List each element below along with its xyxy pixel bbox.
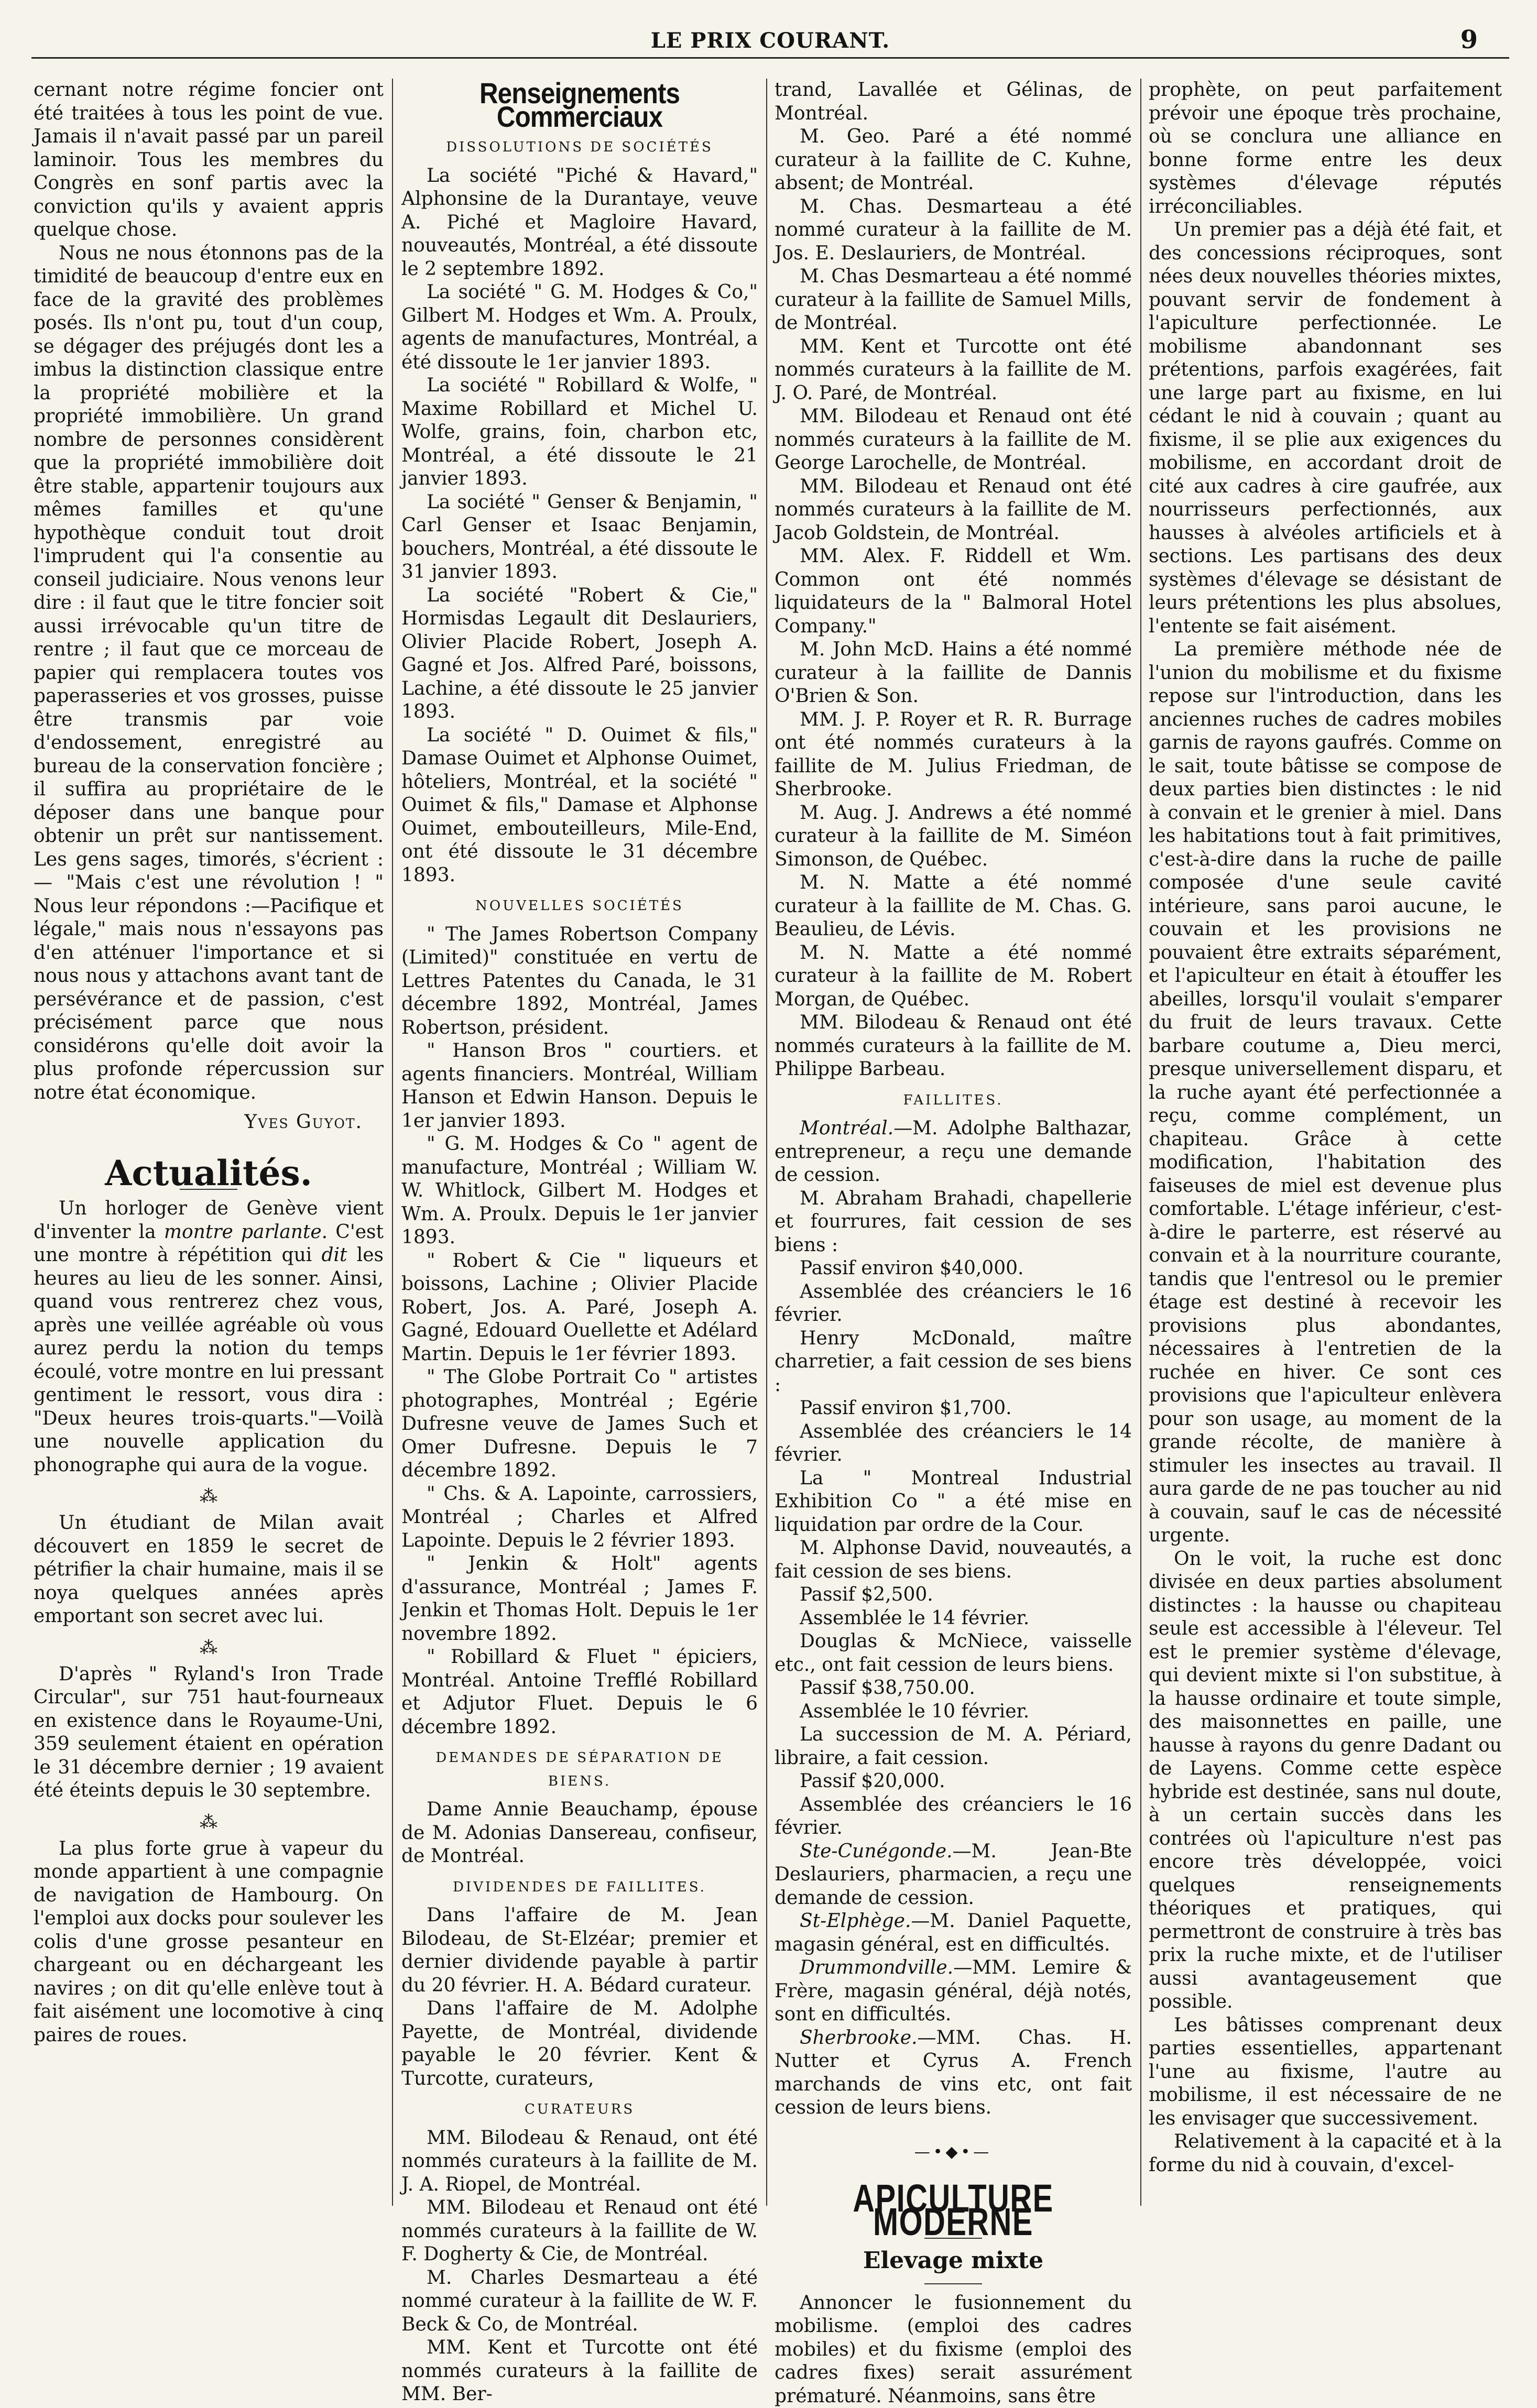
section-banner: Renseignements Commerciaux: [423, 82, 736, 128]
notice: M. N. Matte a été nommé curateur à la faillite de M. Chas. G. Beaulieu, de Lévis.: [775, 871, 1132, 942]
notice: " Robillard & Fluet " épiciers, Montréal. Antoine Trefflé Robillard et Adjutor Fluet. Depuis le 6 décembre 1892.: [401, 1646, 758, 1739]
notice: La société "Piché & Havard," Alphonsine de la Durantaye, veuve A. Piché et Magloire Havard, nouveautés, Montréal, a été dissoute le 2 septembre 1892.: [401, 165, 758, 281]
notice: La succession de M. A. Périard, libraire, a fait cession.: [775, 1723, 1132, 1770]
notice: M. Geo. Paré a été nommé curateur à la faillite de C. Kuhne, absent; de Montréal.: [775, 125, 1132, 195]
notice: Passif $20,000.: [775, 1770, 1132, 1793]
notice: MM. Bilodeau et Renaud ont été nommés curateurs à la faillite de M. Jacob Goldstein, de Montréal.: [775, 475, 1132, 545]
notice: M. Chas Desmarteau a été nommé curateur à la faillite de Samuel Mills, de Montréal.: [775, 265, 1132, 335]
notice: Dans l'affaire de M. Jean Bilodeau, de St-Elzéar; premier et dernier dividende payable à partir du 20 février. H. A. Bédard curateur.: [401, 1904, 758, 1997]
divider: [924, 2283, 982, 2284]
news-item: D'après " Ryland's Iron Trade Circular", sur 751 haut-fourneaux en existence dans le Royaume-Uni, 359 seulement étaient en opération le 31 décembre dernier ; 19 avaient été éteints depuis le 30 septembre.: [34, 1663, 384, 1803]
news-item: Un horloger de Genève vient d'inventer la montre parlante. C'est une montre à répétition qui dit les heures au lieu de les sonner. Ainsi, quand vous rentrerez chez vous, après une veillée agréable où vous aurez perdu la notion du temps écoulé, votre montre en lui pressant gentiment le ressort, vous dira : "Deux heures trois-quarts."—Voilà une nouvelle application du phonographe qui aura de la vogue.: [34, 1197, 384, 1477]
column-rule: [392, 79, 393, 2206]
header-rule: [31, 57, 1509, 59]
notice: MM. Bilodeau et Renaud ont été nommés curateurs à la faillite de W. F. Dogherty & Cie, de Montréal.: [401, 2196, 758, 2267]
subsection-heading: FAILLITES.: [775, 1089, 1132, 1112]
asterism-divider: ⁂: [34, 1814, 384, 1830]
page-number: 9: [1460, 25, 1478, 54]
notice: Assemblée des créanciers le 16 février.: [775, 1793, 1132, 1840]
page-header: [31, 21, 1509, 63]
notice: " The Globe Portrait Co " artistes photographes, Montréal ; Egérie Dufresne veuve de James Such et Omer Dufresne. Depuis le 7 décembre 1892.: [401, 1366, 758, 1483]
column-2: [401, 79, 758, 2211]
notice: M. Charles Desmarteau a été nommé curateur à la faillite de W. F. Beck & Co, de Montréal.: [401, 2267, 758, 2337]
column-rule: [1140, 79, 1141, 2206]
article-paragraph: La première méthode née de l'union du mobilisme et du fixisme repose sur l'introduction, dans les anciennes ruches de cadres mobiles garnis de rayons gaufrés. Comme on le sait, toute bâtisse se compose de deux parties bien distinctes : le nid à convain et le grenier à miel. Dans les habitations tout à fait primitives, c'est-à-dire dans la ruche de paille composée d'une seule cavité intérieure, sans paroi aucune, le couvain et les provisions ne pouvaient être extraits séparément, et l'apiculteur en était à étouffer les abeilles, lorsqu'il voulait s'emparer du fruit de leurs travaux. Cette barbare coutume a, Dieu merci, presque universellement disparu, et la ruche ayant été perfectionnée a reçu, comme complément, un chapiteau. Grâce à cette modification, l'habitation des faiseuses de miel est devenue plus comfortable. L'étage inférieur, c'est-à-dire le parterre, est réservé au convain et à la nourriture courante, tandis que l'entresol ou le premier étage est destiné à recevoir les provisions plus abondantes, nécessaires à l'entretien de la ruchée en hiver. Ce sont ces provisions que l'apiculteur enlèvera pour son usage, au moment de la grande récolte, de manière à stimuler les insectes au travail. Il aura garde de ne pas toucher au nid à couvain, sauf le cas de nécessité urgente.: [1149, 638, 1502, 1548]
column-3: [775, 79, 1132, 2211]
article-paragraph: Relativement à la capacité et à la forme du nid à couvain, d'excel-: [1149, 2130, 1502, 2177]
article-paragraph: Annoncer le fusionnement du mobilisme. (emploi des cadres mobiles) et du fixisme (emploi des cadres fixes) serait assurément prématuré. Néanmoins, sans être: [775, 2292, 1132, 2408]
notice: Drummondville.—MM. Lemire & Frère, magasin général, déjà notés, sont en difficultés.: [775, 1956, 1132, 2027]
subsection-heading: DISSOLUTIONS DE SOCIÉTÉS: [401, 136, 758, 159]
article-paragraph: Nous ne nous étonnons pas de la timidité de beaucoup d'entre eux en face de la gravité des problèmes posés. Ils n'ont pu, tout d'un coup, se dégager des préjugés dont les a imbus la distinction classique entre la propriété mobilière et la propriété immobilière. Un grand nombre de personnes considèrent que la propriété immobilière doit être stable, appartenir toujours aux mêmes familles et qu'une hypothèque conduit tout droit l'imprudent qui l'a consentie au conseil judiciaire. Nous venons leur dire : il faut que le titre foncier soit aussi irrévocable qu'un titre de rentre ; il faut que ce morceau de papier qui remplacera toutes vos paperasseries et vos grosses, puisse être transmis par voie d'endossement, enregistré au bureau de la conservation foncière ; il suffira au propriétaire de le déposer dans une banque pour obtenir un prêt sur nantissement. Les gens sages, timorés, s'écrient :— "Mais c'est une révolution ! " Nous leur répondons :—Pacifique et légale," mais nous n'essayons pas d'en atténuer l'importance et si nous nous y attachons avant tant de persévérance et de passion, c'est précisément parce que nous considérons qu'elle doit avoir la plus profonde répercussion sur notre état économique.: [34, 242, 384, 1105]
notice: Assemblée le 10 février.: [775, 1700, 1132, 1724]
article-paragraph: Les bâtisses comprenant deux parties essentielles, appartenant l'une au fixisme, l'autre au mobilisme, il est nécessaire de ne les envisager que successivement.: [1149, 2014, 1502, 2131]
notice: Passif $38,750.00.: [775, 1677, 1132, 1700]
notice: MM. Bilodeau & Renaud ont été nommés curateurs à la faillite de M. Philippe Barbeau.: [775, 1011, 1132, 1081]
notice: Passif $2,500.: [775, 1583, 1132, 1607]
notice: MM. Bilodeau et Renaud ont été nommés curateurs à la faillite de M. George Larochelle, de Montréal.: [775, 405, 1132, 475]
notice: MM. Alex. F. Riddell et Wm. Common ont été nommés liquidateurs de la " Balmoral Hotel Company.": [775, 545, 1132, 638]
column-4: [1149, 79, 1502, 2211]
notice: Passif environ $40,000.: [775, 1257, 1132, 1280]
asterism-divider: ⁂: [34, 1640, 384, 1656]
notice: " Hanson Bros " courtiers. et agents financiers. Montréal, William Hanson et Edwin Hanson. Depuis le 1er janvier 1893.: [401, 1039, 758, 1133]
subsection-heading: DEMANDES DE SÉPARATION DE BIENS.: [401, 1746, 758, 1793]
notice: St-Elphège.—M. Daniel Paquette, magasin général, est en difficultés.: [775, 1910, 1132, 1956]
notice: La société " D. Ouimet & fils," Damase Ouimet et Alphonse Ouimet, hôteliers, Montréal, et la société " Ouimet & fils," Damase et Alphonse Ouimet, embouteilleurs, Mile-End, ont été dissoute le 31 décembre 1893.: [401, 724, 758, 888]
notice: Montréal.—M. Adolphe Balthazar, entrepreneur, a reçu une demande de cession.: [775, 1117, 1132, 1187]
notice: MM. Kent et Turcotte ont été nommés curateurs à la faillite de M. J. O. Paré, de Montréal.: [775, 335, 1132, 406]
notice: " G. M. Hodges & Co " agent de manufacture, Montréal ; William W. W. Whitlock, Gilbert M. Hodges et Wm. A. Proulx. Depuis le 1er janvier 1893.: [401, 1133, 758, 1250]
notice: M. Aug. J. Andrews a été nommé curateur à la faillite de M. Siméon Simonson, de Québec.: [775, 802, 1132, 872]
notice: " The James Robertson Company (Limited)" constituée en vertu de Lettres Patentes du Canada, le 31 décembre 1892, Montréal, James Robertson, président.: [401, 923, 758, 1040]
notice: La société "Robert & Cie," Hormisdas Legault dit Deslauriers, Olivier Placide Robert, Joseph A. Gagné et Jos. Alfred Paré, boissons, Lachine, a été dissoute le 25 janvier 1893.: [401, 584, 758, 724]
notice: Henry McDonald, maître charretier, a fait cession de ses biens :: [775, 1327, 1132, 1397]
notice: M. Alphonse David, nouveautés, a fait cession de ses biens.: [775, 1537, 1132, 1583]
notice: La société " Robillard & Wolfe, " Maxime Robillard et Michel U. Wolfe, grains, foin, charbon etc, Montréal, a été dissoute le 21 janvier 1893.: [401, 374, 758, 491]
notice: M. Chas. Desmarteau a été nommé curateur à la faillite de M. Jos. E. Deslauriers, de Montréal.: [775, 195, 1132, 266]
notice: Dans l'affaire de M. Adolphe Payette, de Montréal, dividende payable le 20 février. Kent & Turcotte, curateurs,: [401, 1997, 758, 2090]
notice: Douglas & McNiece, vaisselle etc., ont fait cession de leurs biens.: [775, 1630, 1132, 1677]
article-paragraph: prophète, on peut parfaitement prévoir une époque très prochaine, où se conclura une alliance en bonne forme entre les deux systèmes d'élevage réputés irréconciliables.: [1149, 79, 1502, 218]
notice: MM. Bilodeau & Renaud, ont été nommés curateurs à la faillite de M. J. A. Riopel, de Montréal.: [401, 2127, 758, 2197]
notice: Sherbrooke.—MM. Chas. H. Nutter et Cyrus A. French marchands de vins etc, ont fait cession de leurs biens.: [775, 2027, 1132, 2120]
notice: Ste-Cunégonde.—M. Jean-Bte Deslauriers, pharmacien, a reçu une demande de cession.: [775, 1840, 1132, 1910]
notice: La société " Genser & Benjamin, " Carl Genser et Isaac Benjamin, bouchers, Montréal, a été dissoute le 31 janvier 1893.: [401, 491, 758, 584]
article-paragraph: cernant notre régime foncier ont été traitées à tous les point de vue. Jamais il n'avait passé par un pareil laminoir. Tous les membres du Congrès en sonf partis avec la conviction qu'ils y avaient appris quelque chose.: [34, 79, 384, 242]
column-1: [34, 79, 384, 2211]
newspaper-title: LE PRIX COURANT.: [31, 28, 1509, 53]
notice: " Chs. & A. Lapointe, carrossiers, Montréal ; Charles et Alfred Lapointe. Depuis le 2 février 1893.: [401, 1483, 758, 1553]
subsection-heading: NOUVELLES SOCIÉTÉS: [401, 894, 758, 918]
article-paragraph: On le voit, la ruche est donc divisée en deux parties absolument distinctes : la hausse ou chapiteau seule est accessible à l'éleveur. Tel est le premier système d'élevage, qui devient mixte si l'on substitue, à la hausse ordinaire et toute simple, des maisonnettes en paille, une hausse à rayons du genre Dadant ou de Layens. Comme cette espèce hybride est destinée, sans nul doute, à un certain succès dans les contrées où l'apiculture n'est pas encore très développée, voici quelques renseignements théoriques et pratiques, qui permettront de construire à très bas prix la ruche mixte, et de l'utiliser aussi avantageusement que possible.: [1149, 1548, 1502, 2014]
notice: Passif environ $1,700.: [775, 1397, 1132, 1420]
notice: M. Abraham Brahadi, chapellerie et fourrures, fait cession de ses biens :: [775, 1187, 1132, 1257]
article-paragraph: Un premier pas a déjà été fait, et des concessions réciproques, sont nées deux nouvelles théories mixtes, pouvant servir de fondement à l'apiculture perfectionnée. Le mobilisme abandonnant ses prétentions, parfois exagérées, fait une large part au fixisme, en lui cédant le nid à couvain ; quant au fixisme, il se plie aux exigences du mobilisme, en accordant droit de cité aux cadres à cire gaufrée, aux nourrisseurs perfectionnés, aux hausses à alvéoles artificiels et à sections. Les partisans des deux systèmes d'élevage se désistant de leurs prétentions les plus absolues, l'entente se fait aisément.: [1149, 218, 1502, 638]
notice: M. John McD. Hains a été nommé curateur à la faillite de Dannis O'Brien & Son.: [775, 638, 1132, 708]
article-subtitle: Elevage mixte: [775, 2249, 1132, 2273]
author-signature: Yves Guyot.: [34, 1111, 363, 1134]
section-title-apiculture: APICULTURE MODERNE: [798, 2187, 1109, 2234]
news-item: La plus forte grue à vapeur du monde appartient à une compagnie de navigation de Hambourg. On l'emploi aux docks pour soulever les colis d'une grosse pesanteur en chargeant ou en déchargeant les navires ; on dit qu'elle enlève tout à fait aisément une locomotive à cinq paires de roues.: [34, 1837, 384, 2048]
notice: M. N. Matte a été nommé curateur à la faillite de M. Robert Morgan, de Québec.: [775, 942, 1132, 1012]
notice: Dame Annie Beauchamp, épouse de M. Adonias Dansereau, confiseur, de Montréal.: [401, 1798, 758, 1868]
notice: MM. J. P. Royer et R. R. Burrage ont été nommés curateurs à la faillite de M. Julius Friedman, de Sherbrooke.: [775, 708, 1132, 802]
notice: Assemblée des créanciers le 16 février.: [775, 1280, 1132, 1327]
notice: Assemblée des créanciers le 14 février.: [775, 1420, 1132, 1467]
notice: trand, Lavallée et Gélinas, de Montréal.: [775, 79, 1132, 125]
section-title-actualites: Actualités.: [34, 1162, 384, 1185]
column-rule: [766, 79, 767, 2206]
notice: " Jenkin & Holt" agents d'assurance, Montréal ; James F. Jenkin et Thomas Holt. Depuis le 1er novembre 1892.: [401, 1552, 758, 1646]
notice: " Robert & Cie " liqueurs et boissons, Lachine ; Olivier Placide Robert, Jos. A. Paré, Joseph A. Gagné, Edouard Ouellette et Adélard Martin. Depuis le 1er février 1893.: [401, 1250, 758, 1366]
subsection-heading: DIVIDENDES DE FAILLITES.: [401, 1876, 758, 1899]
subsection-heading: CURATEURS: [401, 2098, 758, 2121]
asterism-divider: ⁂: [34, 1488, 384, 1504]
notice: Assemblée le 14 février.: [775, 1607, 1132, 1630]
notice: La société " G. M. Hodges & Co," Gilbert M. Hodges et Wm. A. Proulx, agents de manufactures, Montréal, a été dissoute le 1er janvier 1893.: [401, 281, 758, 374]
ornament-divider: —•◆•—: [775, 2141, 1132, 2164]
notice: MM. Kent et Turcotte ont été nommés curateurs à la faillite de MM. Ber-: [401, 2336, 758, 2406]
news-item: Un étudiant de Milan avait découvert en 1859 le secret de pétrifier la chair humaine, mais il se noya quelques années après emportant son secret avec lui.: [34, 1512, 384, 1628]
notice: La " Montreal Industrial Exhibition Co " a été mise en liquidation par ordre de la Cour.: [775, 1467, 1132, 1537]
